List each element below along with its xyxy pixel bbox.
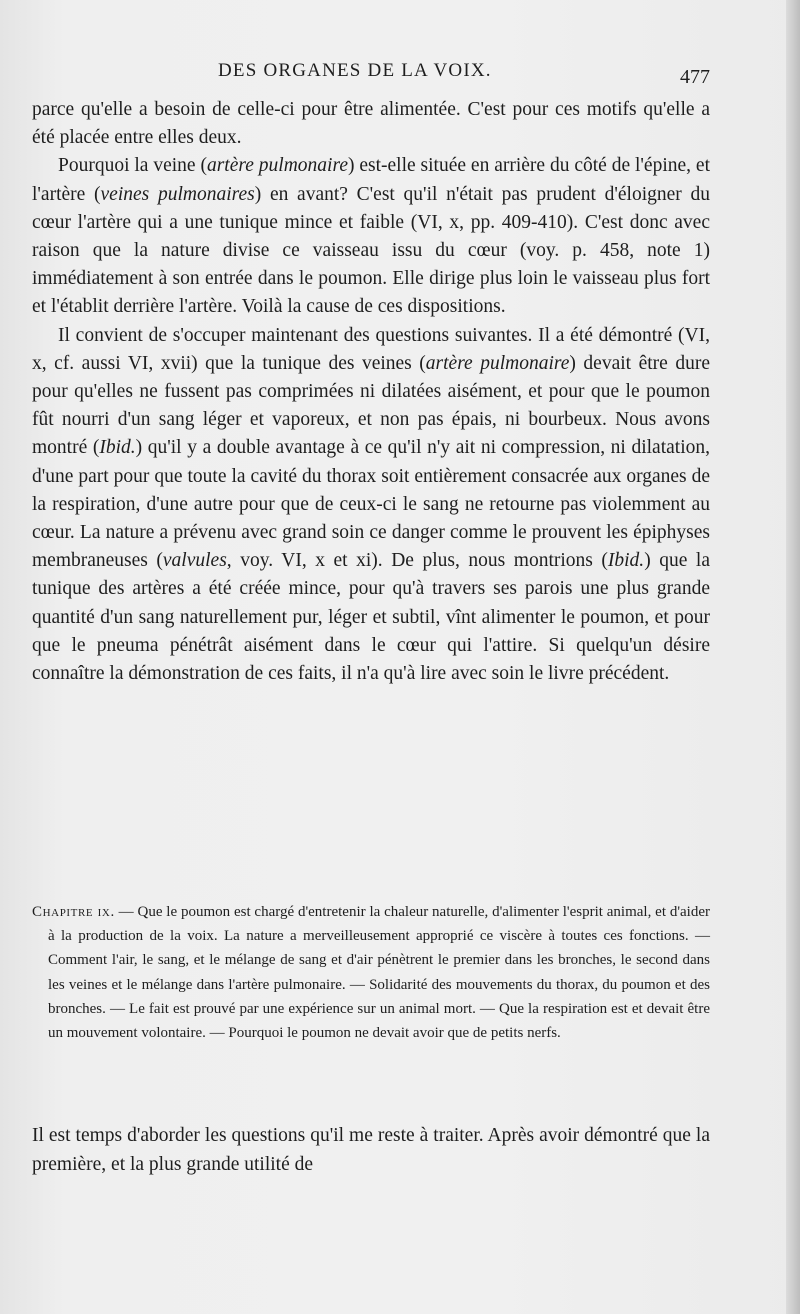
chapter-opening-text (32, 1122, 710, 1179)
p3-italic-1: artère pulmonaire (425, 352, 570, 374)
p3-text-d: , voy. VI, x et xi). De plus, nous montrions ( (226, 550, 608, 572)
paragraph-2 (32, 152, 710, 321)
chapter-label: Chapitre ix. (32, 904, 115, 920)
p3-text-b: ) devait être dure pour qu'elles ne fussent pas comprimées ni dilatées aisément, et pour que le poumon fût nourri d'un sang léger et vaporeux, et non pas épais, ni bourbeux. Nous avons montré ( (32, 352, 710, 459)
running-head (0, 60, 800, 90)
p3-italic-4: Ibid. (607, 550, 645, 572)
p3-text-c: ) qu'il y a double avantage à ce qu'il n'y ait ni compression, ni dilatation, d'une part pour que toute la cavité du thorax soit entièrement consacrée aux organes de la respiration, d'une autre pour que de ceux-ci le sang ne retourne pas violemment au cœur. La nature a prévenu avec grand soin ce danger comme le prouvent les épiphyses membraneuses ( (32, 437, 710, 572)
paragraph-1: parce qu'elle a besoin de celle-ci pour être alimentée. C'est pour ces motifs qu'elle a été placée entre elles deux. (32, 99, 710, 149)
p2-italic-2: veines pulmonaires (100, 183, 255, 205)
p2-text-a: Pourquoi la veine ( (58, 155, 207, 177)
paragraph-3 (32, 322, 710, 689)
main-text (32, 96, 710, 688)
p3-text-a: Il convient de s'occuper maintenant des questions suivantes. Il a été démontré (VI, x, cf. aussi VI, xvii) que la tunique des veines ( (32, 324, 710, 374)
chapter-summary-text (32, 900, 710, 1045)
p3-italic-2: Ibid. (99, 437, 136, 459)
p2-text-c: ) en avant? C'est qu'il n'était pas prudent d'éloigner du cœur l'artère qui a une tunique mince et faible (VI, x, pp. 409-410). C'est donc avec raison que la nature divise ce vaisseau issu du cœur (voy. p. 458, note 1) immédiatement à son entrée dans le poumon. Elle dirige plus loin le vaisseau plus fort et l'établit derrière l'artère. Voilà la cause de ces dispositions. (32, 183, 711, 318)
p2-italic-1: artère pulmonaire (206, 155, 348, 177)
p3-text-e: ) que la tunique des artères a été créée mince, pour qu'à travers ses parois une plus grande quantité d'un sang naturellement pur, léger et subtil, vînt alimenter le poumon, et pour que le pneuma pénétrât aisément dans le cœur qui l'attire. Si quelqu'un désire connaître la démonstration de ces faits, il n'a qu'à lire avec soin le livre précédent. (32, 550, 710, 685)
running-head-title: DES ORGANES DE LA VOIX. (218, 60, 492, 81)
p2-text-b: ) est-elle située en arrière du côté de l'épine, et l'artère ( (32, 155, 710, 205)
page-number: 477 (680, 66, 710, 88)
p3-italic-3: valvules (162, 550, 227, 572)
chapter-summary (32, 900, 710, 1045)
page-edge-shadow (786, 0, 800, 1314)
chapter-opening-paragraph: Il est temps d'aborder les questions qu'il me reste à traiter. Après avoir démontré que la première, et la plus grande utilité de (32, 1125, 710, 1175)
chapter-summary-body: — Que le poumon est chargé d'entretenir la chaleur naturelle, d'alimenter l'esprit animal, et d'aider à la production de la voix. La nature a merveilleusement approprié ce viscère à toutes ces fonctions. — Comment l'air, le sang, et le mélange de sang et d'air pénètrent le premier dans les bronches, le second dans les veines et le mélange dans l'artère pulmonaire. — Solidarité des mouvements du thorax, du poumon et des bronches. — Le fait est prouvé par une expérience sur un animal mort. — Que la respiration est et devait être un mouvement volontaire. — Pourquoi le poumon ne devait avoir que de petits nerfs. (48, 904, 710, 1042)
